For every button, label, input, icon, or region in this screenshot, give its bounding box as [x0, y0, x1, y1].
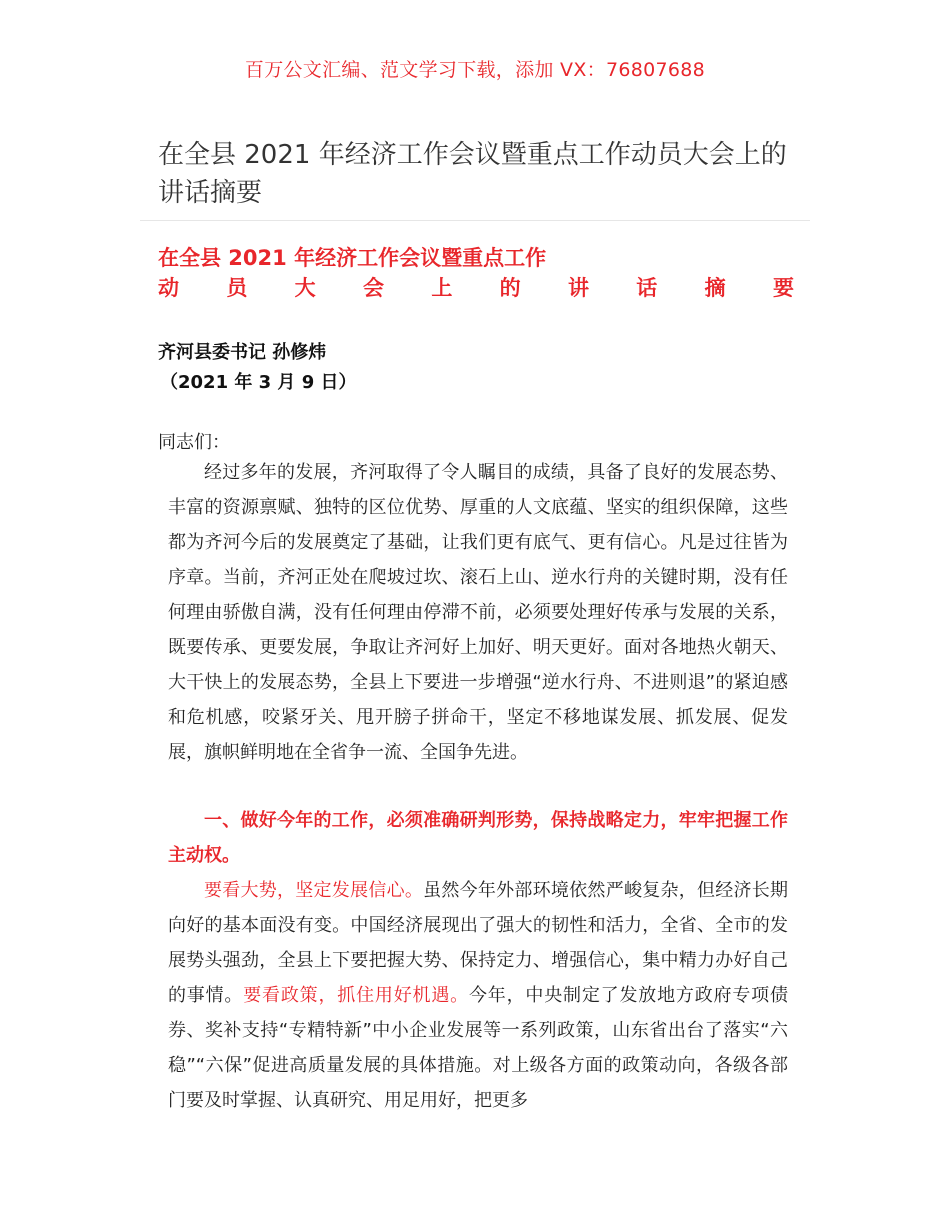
lead-sentence: 要看政策，抓住用好机遇。	[243, 985, 469, 1006]
body-paragraph	[168, 873, 788, 1118]
speaker-name: 齐河县委书记 孙修炜	[158, 342, 327, 363]
heading-char: 摘	[704, 276, 726, 300]
document-heading-line2	[158, 272, 794, 302]
salutation: 同志们：	[158, 432, 230, 453]
heading-char: 话	[636, 276, 658, 300]
intro-paragraph: 经过多年的发展，齐河取得了令人瞩目的成绩，具备了良好的发展态势、丰富的资源禀赋、独特的区位优势、厚重的人文底蕴、坚实的组织保障，这些都为齐河今后的发展奠定了基础，让我们更有底气、更有信心。凡是过往皆为序章。当前，齐河正处在爬坡过坎、滚石上山、逆水行舟的关键时期，没有任何理由骄傲自满，没有任何理由停滞不前，必须要处理好传承与发展的关系，既要传承、更要发展，争取让齐河好上加好、明天更好。面对各地热火朝天、大干快上的发展态势，全县上下要进一步增强“逆水行舟、不进则退”的紧迫感和危机感，咬紧牙关、甩开膀子拼命干，坚定不移地谋发展、抓发展、促发展，旗帜鲜明地在全省争一流、全国争先进。	[168, 462, 788, 763]
title-divider	[140, 220, 810, 221]
lead-sentence: 要看大势，坚定发展信心。	[204, 880, 424, 901]
download-banner: 百万公文汇编、范文学习下载，添加 VX：76807688	[244, 59, 706, 81]
heading-char: 动	[158, 276, 179, 300]
document-heading-line1: 在全县 2021 年经济工作会议暨重点工作	[158, 246, 547, 270]
section-heading: 一、做好今年的工作，必须准确研判形势，保持战略定力，牢牢把握工作主动权。	[168, 810, 788, 866]
paragraph-text: 虽然今年外部环境依然严峻复杂，但经济长期向好的基本面没有变。中国经济展现出了强大的韧性和活力，全省、全市的发展势头强劲，全县上下要把握大势、保持定力、增强信心，集中精力办好自己的事情。	[168, 880, 789, 1006]
heading-char: 讲	[567, 276, 589, 300]
heading-char: 员	[226, 276, 248, 300]
heading-char: 大	[294, 276, 316, 300]
heading-char: 上	[431, 276, 453, 300]
page-title: 在全县 2021 年经济工作会议暨重点工作动员大会上的讲话摘要	[158, 140, 787, 208]
paragraph-text: 今年，中央制定了发放地方政府专项债券、奖补支持“专精特新”中小企业发展等一系列政策，山东省出台了落实“六稳”“六保”促进高质量发展的具体措施。对上级各方面的政策动向，各级各部门要及时掌握、认真研究、用足用好，把更多	[168, 985, 788, 1111]
heading-char: 的	[499, 276, 521, 300]
heading-char: 要	[772, 276, 794, 300]
speech-date: （2021 年 3 月 9 日）	[160, 372, 357, 393]
heading-char: 会	[362, 276, 384, 300]
